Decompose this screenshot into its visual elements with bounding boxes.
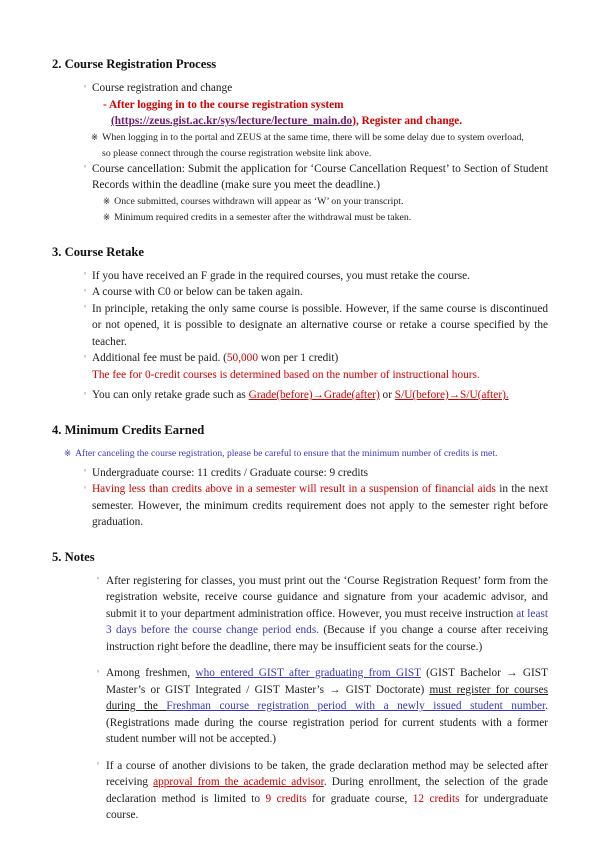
note-paragraph-grade-declaration <box>96 758 548 824</box>
bullet-course-registration-change <box>83 80 548 97</box>
bullet-icon: ◦ <box>96 575 101 583</box>
note-text: After canceling the course registration, please be careful to ensure that the minimum number of credits is met. <box>75 447 498 459</box>
bullet-icon: ◦ <box>83 352 88 361</box>
p3-undergrad-credit-limit: 12 credits <box>412 792 460 805</box>
bullet-credit-requirements <box>83 465 548 482</box>
bullet-retake-principle <box>83 301 548 351</box>
bullet-text: A course with C0 or below can be taken again. <box>92 286 303 298</box>
note-text: When logging in to the portal and ZEUS at the same time, there will be some delay due to system overload, <box>102 131 524 143</box>
bullet-icon: ◦ <box>83 286 88 295</box>
section-heading-notes: 5. Notes <box>52 549 95 564</box>
note-text: Once submitted, courses withdrawn will appear as ‘W’ on your transcript. <box>114 195 404 207</box>
p3-graduate-credit-limit: 9 credits <box>265 792 307 805</box>
bullet-icon: ◦ <box>83 483 88 492</box>
p2-pre: Among freshmen, <box>106 667 196 679</box>
p2-must-register: must register for courses during the <box>106 683 548 712</box>
note-system-overload <box>91 130 548 146</box>
suspension-warning: Having less than credits above in a semester will result in a suspension of financial aids <box>92 483 496 495</box>
p2-post: . (Registrations made during the course registration period for current students with a former student number will not be accepted.) <box>106 700 548 745</box>
fee-text-post: won per 1 credit) <box>257 352 339 364</box>
login-instruction-line: - After logging in to the course registration system <box>103 98 344 111</box>
zeus-url-link[interactable]: (https://zeus.gist.ac.kr/sys/lecture/lecture_main.do <box>111 115 353 127</box>
register-change-text: ), Register and change. <box>352 115 463 127</box>
registration-url-line <box>111 113 548 130</box>
retake-grade-mid: or <box>379 389 395 401</box>
p2-freshman-period-link: Freshman course registration period with a newly issued student number <box>166 700 546 712</box>
note-paragraph-registration-form <box>96 573 548 656</box>
note-text: Minimum required credits in a semester after the withdrawal must be taken. <box>114 211 412 223</box>
p2-mid: (GIST Bachelor → GIST Master’s or GIST Integrated / GIST Master’s → GIST Doctorate) <box>106 667 548 696</box>
reference-mark-icon: ※ <box>103 196 111 207</box>
bullet-text: Course cancellation: Submit the application for ‘Course Cancellation Request’ to Section of Student Records within the deadline (make sure you meet the deadline.) <box>92 162 548 191</box>
bullet-retake-grade <box>83 387 548 404</box>
note-system-overload-line2: so please connect through the course registration website link above. <box>102 147 372 159</box>
p3-mid: . During enrollment, the selection of the grade declaration method is limited to <box>106 776 548 805</box>
bullet-c0-or-below <box>83 284 548 301</box>
p1-post: (Because if you change a course after receiving instruction right before the deadline, there may be insufficient seats for the course.) <box>106 624 549 653</box>
section-minimum-credits <box>52 422 548 531</box>
section-heading-course-retake: 3. Course Retake <box>52 244 144 259</box>
note-paragraph-freshmen <box>96 665 548 748</box>
reference-mark-icon: ※ <box>91 132 99 143</box>
section-notes <box>52 549 548 824</box>
note-minimum-credits <box>103 210 548 226</box>
bullet-f-grade <box>83 268 548 285</box>
note-cancel-careful <box>64 446 548 462</box>
zero-credit-fee-note <box>83 367 548 384</box>
fee-amount: 50,000 <box>226 352 258 364</box>
bullet-icon: ◦ <box>83 303 88 311</box>
bullet-icon: ◦ <box>96 760 101 768</box>
bullet-icon: ◦ <box>83 389 88 398</box>
fee-text-pre: Additional fee must be paid. ( <box>92 352 227 364</box>
retake-grade-pre: You can only retake grade such as <box>92 389 249 401</box>
note-text: The fee for 0-credit courses is determined based on the number of instructional hours. <box>92 368 480 381</box>
p3-post: for undergraduate course. <box>106 792 549 821</box>
section-heading-minimum-credits: 4. Minimum Credits Earned <box>52 422 205 437</box>
bullet-text: In principle, retaking the only same course is possible. However, if the same course is discontinued or not opened, it is possible to designate an alternative course or retake a course specified by the teacher. <box>92 302 548 348</box>
bullet-text: If you have received an F grade in the required courses, you must retake the course. <box>92 269 470 282</box>
note-withdrawn-w <box>103 194 548 210</box>
p3-advisor-approval-link: approval from the academic advisor <box>153 776 324 788</box>
bullet-additional-fee <box>83 350 548 367</box>
bullet-financial-aid-suspension <box>83 481 548 531</box>
section-course-retake <box>52 244 548 404</box>
bullet-text: Course registration and change <box>92 82 233 94</box>
bullet-icon: ◦ <box>83 163 88 171</box>
p1-pre: After registering for classes, you must print out the ‘Course Registration Request’ form from the registration website, receive course guidance and signature from your academic advisor, and submit it to your department administration office. However, you must receive instruction <box>106 574 548 620</box>
bullet-icon: ◦ <box>83 270 88 278</box>
reference-mark-icon: ※ <box>103 212 111 223</box>
bullet-text: Undergraduate course: 11 credits / Graduate course: 9 credits <box>92 466 369 479</box>
bullet-icon: ◦ <box>96 667 101 676</box>
p3-mid2: for graduate course, <box>306 792 413 805</box>
reference-mark-icon: ※ <box>64 448 72 459</box>
suspension-rest: in the next semester. However, the minimum credits requirement does not apply to the semester right before graduation. <box>92 483 549 528</box>
section-course-registration-process <box>52 56 548 226</box>
section-heading-course-registration: 2. Course Registration Process <box>52 57 217 71</box>
bullet-course-cancellation <box>83 161 548 194</box>
bullet-icon: ◦ <box>83 467 88 475</box>
grade-before-after-link: Grade(before)→Grade(after) <box>248 389 380 401</box>
bullet-icon: ◦ <box>83 82 88 91</box>
su-before-after-link: S/U(before)→S/U(after). <box>394 389 509 401</box>
p3-pre: If a course of another divisions to be taken, the grade declaration method may be selected after receiving <box>106 759 548 788</box>
p2-gist-graduates-link: who entered GIST after graduating from GIST <box>195 667 421 679</box>
p1-deadline-highlight: at least 3 days before the course change period ends. <box>106 607 548 636</box>
